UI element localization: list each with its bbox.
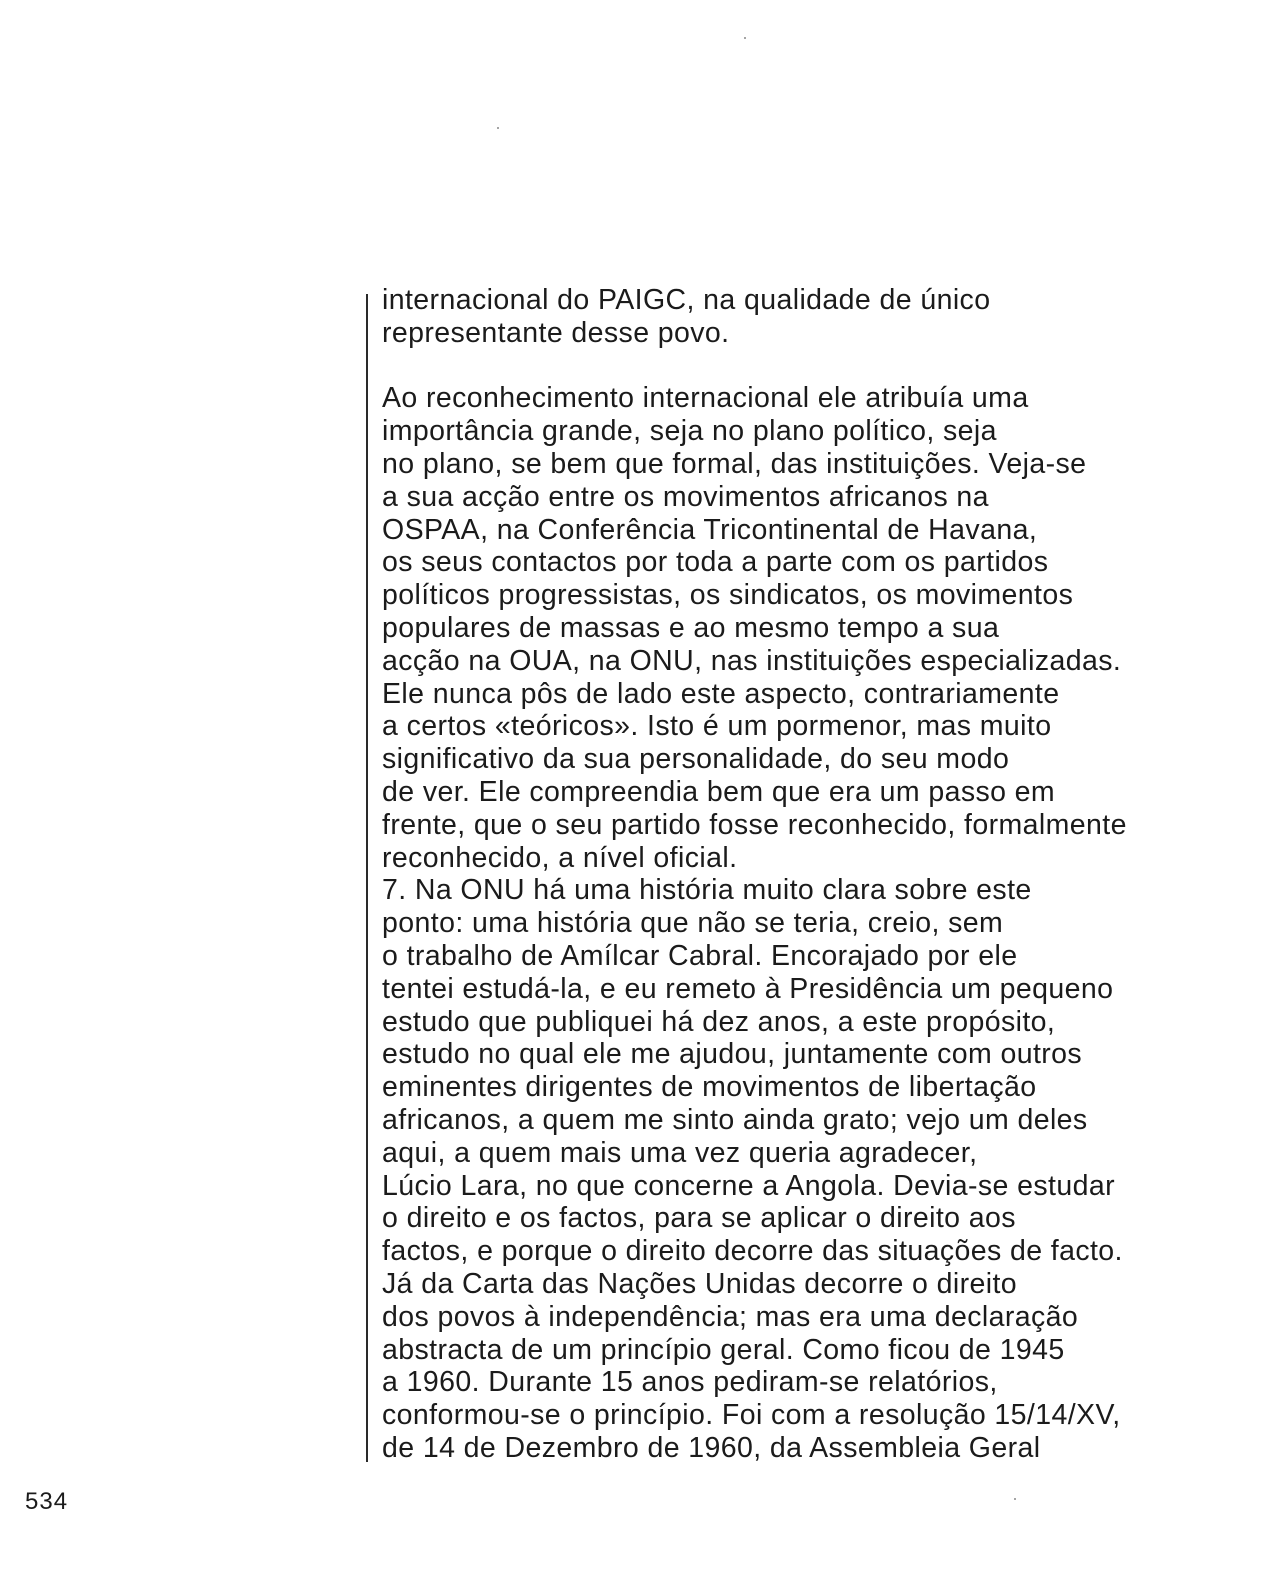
text-line: ponto: uma história que não se teria, creio, sem	[382, 907, 1004, 940]
text-line: eminentes dirigentes de movimentos de libertação	[382, 1071, 1037, 1104]
text-line: Já da Carta das Nações Unidas decorre o direito	[382, 1267, 1018, 1300]
text-line: a certos «teóricos». Isto é um pormenor, mas muito	[382, 710, 1052, 743]
page-number: 534	[25, 1488, 69, 1515]
text-line: de ver. Ele compreendia bem que era um passo em	[382, 775, 1056, 808]
text-line: acção na OUA, na ONU, nas instituições especializadas.	[382, 644, 1122, 677]
text-line: reconhecido, a nível oficial.	[382, 841, 738, 874]
text-line: internacional do PAIGC, na qualidade de único	[382, 284, 991, 316]
margin-rule	[366, 294, 368, 1462]
text-line: aqui, a quem mais uma vez queria agradecer,	[382, 1136, 978, 1169]
text-line: frente, que o seu partido fosse reconhecido, formalmente	[382, 808, 1127, 841]
text-line: a sua acção entre os movimentos africanos na	[382, 480, 989, 513]
text-line: Lúcio Lara, no que concerne a Angola. Devia-se estudar	[382, 1169, 1115, 1202]
text-line: 7. Na ONU há uma história muito clara sobre este	[382, 874, 1032, 907]
text-line: abstracta de um princípio geral. Como ficou de 1945	[382, 1333, 1065, 1366]
text-line: tentei estudá-la, e eu remeto à Presidência um pequeno	[382, 972, 1114, 1005]
text-line: o direito e os factos, para se aplicar o direito aos	[382, 1202, 1016, 1235]
text-line: estudo que publiquei há dez anos, a este propósito,	[382, 1005, 1056, 1038]
text-line: populares de massas e ao mesmo tempo a sua	[382, 611, 1000, 644]
text-line: factos, e porque o direito decorre das situações de facto.	[382, 1235, 1123, 1268]
text-line: o trabalho de Amílcar Cabral. Encorajado por ele	[382, 939, 1018, 972]
text-line: os seus contactos por toda a parte com os partidos	[382, 546, 1049, 579]
body-text	[382, 284, 1242, 1465]
text-line: no plano, se bem que formal, das instituições. Veja-se	[382, 447, 1087, 480]
text-line: importância grande, seja no plano político, seja	[382, 415, 997, 448]
text-line: representante desse povo.	[382, 316, 730, 349]
scan-speck	[1014, 1498, 1016, 1500]
text-line: OSPAA, na Conferência Tricontinental de Havana,	[382, 513, 1038, 546]
text-line: Ele nunca pôs de lado este aspecto, contrariamente	[382, 677, 1060, 710]
text-line: de 14 de Dezembro de 1960, da Assembleia Geral	[382, 1431, 1041, 1464]
scan-speck	[744, 37, 746, 39]
text-line: a 1960. Durante 15 anos pediram-se relatórios,	[382, 1366, 998, 1399]
text-line: Ao reconhecimento internacional ele atribuía uma	[382, 382, 1029, 415]
text-line: dos povos à independência; mas era uma declaração	[382, 1300, 1079, 1333]
text-line: significativo da sua personalidade, do seu modo	[382, 743, 1010, 776]
text-line: políticos progressistas, os sindicatos, os movimentos	[382, 579, 1074, 612]
text-line: conformou-se o princípio. Foi com a resolução 15/14/XV,	[382, 1399, 1121, 1432]
paragraph-gap	[382, 350, 1242, 383]
paragraph-1	[382, 284, 1242, 350]
paragraph-2	[382, 382, 1242, 1464]
text-line: estudo no qual ele me ajudou, juntamente com outros	[382, 1038, 1083, 1071]
scan-speck	[497, 127, 499, 129]
text-line: africanos, a quem me sinto ainda grato; vejo um deles	[382, 1103, 1088, 1136]
